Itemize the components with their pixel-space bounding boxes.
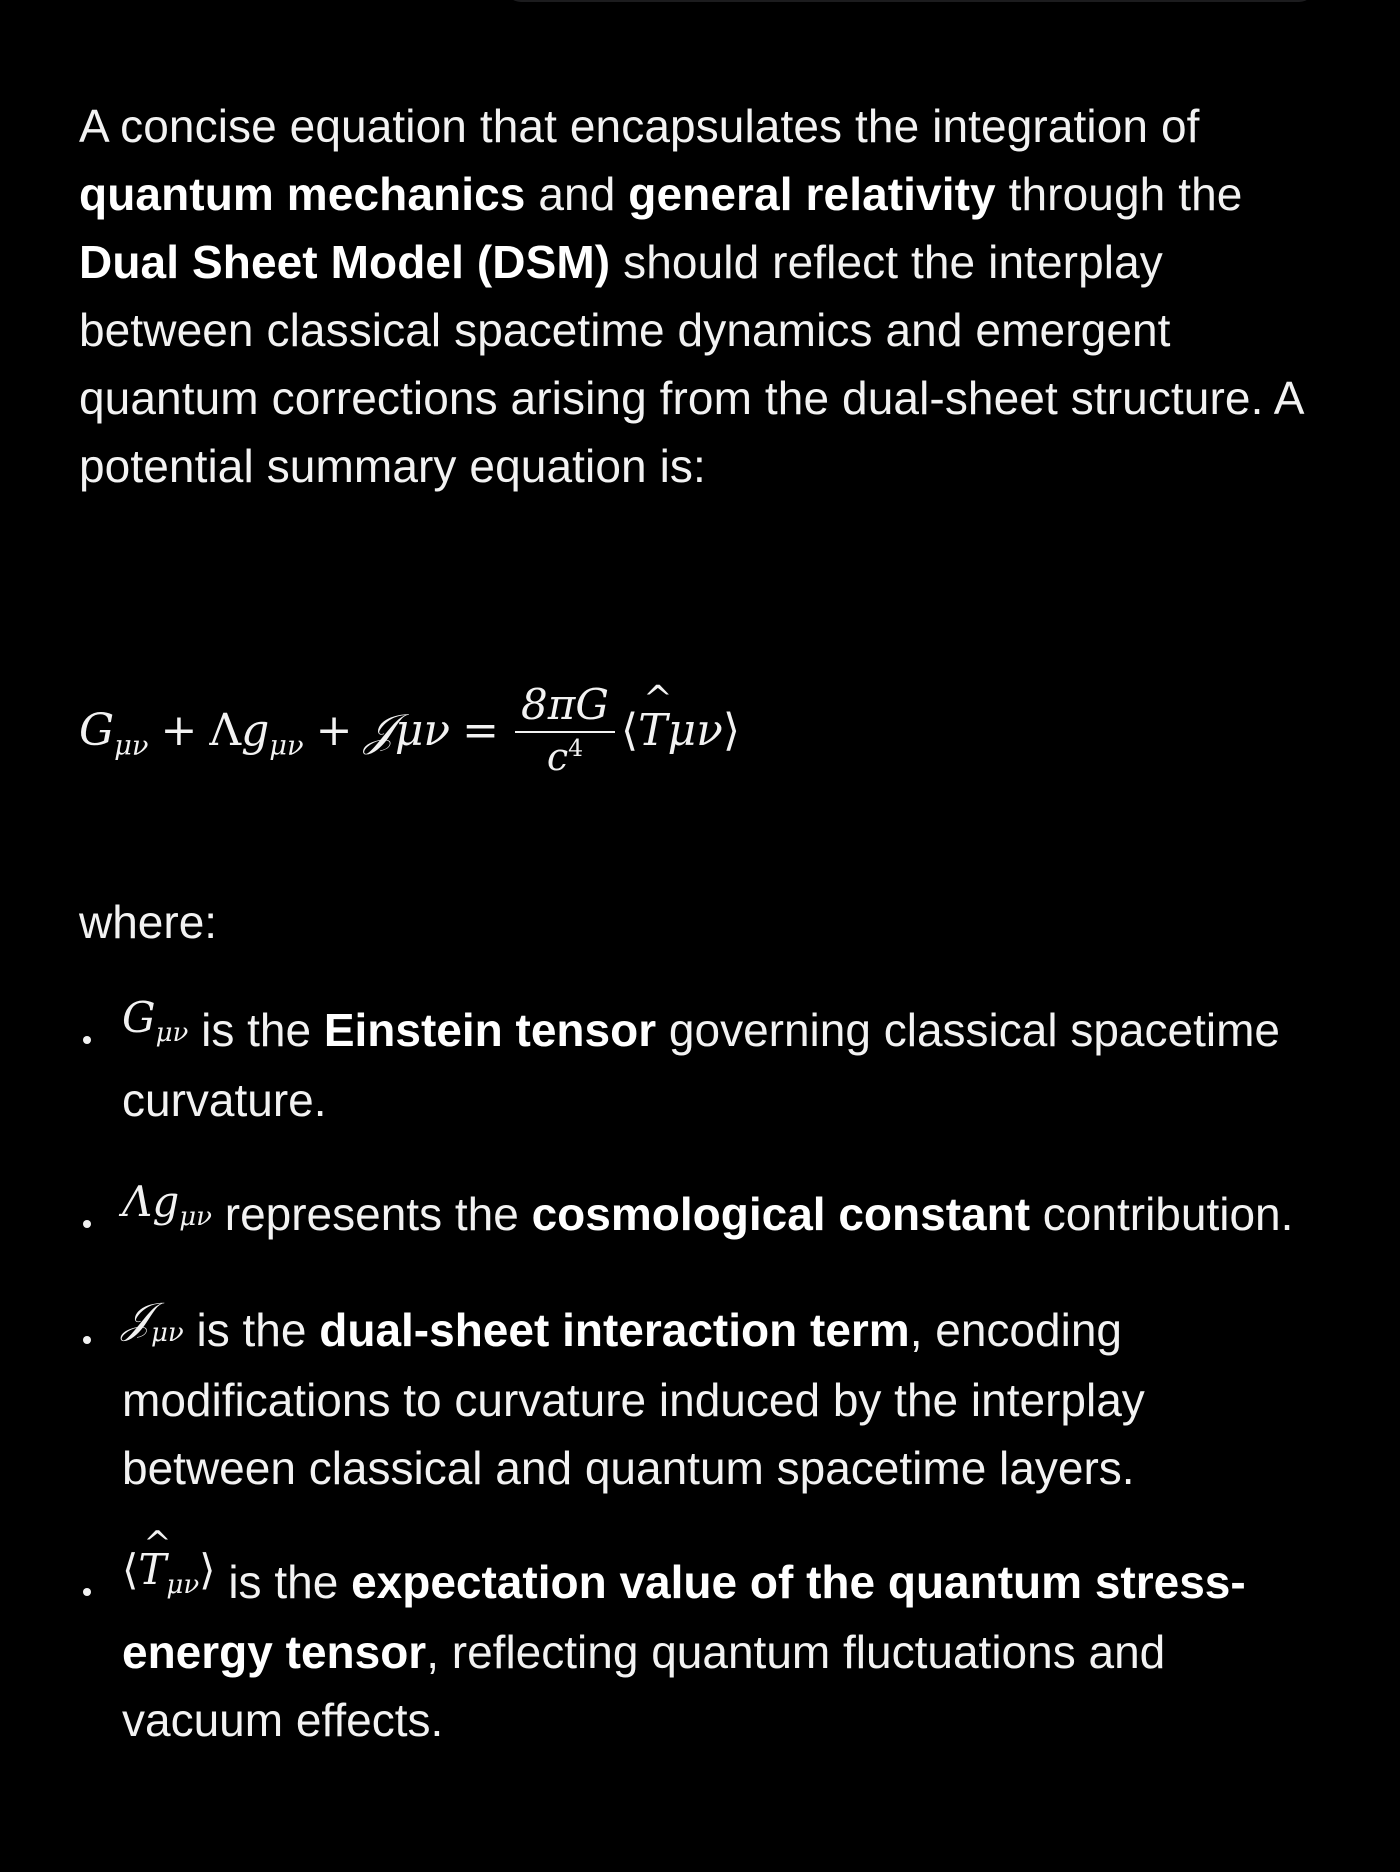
bullet-math: ⟨^ $T_{\mu\nu}⟩$ [122, 1545, 216, 1594]
definitions-list [79, 993, 1319, 1800]
intro-text-2: and [525, 168, 629, 220]
bullet-dot [83, 1588, 91, 1596]
bullet-math: $G_{\mu\nu}$ [122, 993, 189, 1049]
bold-term: dual-sheet interaction term [319, 1304, 910, 1356]
intro-bold-general-relativity: general relativity [628, 168, 996, 220]
list-item: 𝒥$_{\mu\nu}$ is the dual-sheet interaction term, encoding modifications to curvature induced by the interplay between classical and quantum spacetime layers. [79, 1296, 1319, 1502]
cosmological-term: $\Lambda g_{\mu\nu}$ [209, 704, 304, 762]
intro-text-3: through the [995, 168, 1243, 220]
summary-equation [79, 660, 740, 800]
interaction-term: 𝒥μν [364, 704, 451, 756]
list-item: $\Lambda g_{\mu\nu}$ represents the cosmological constant contribution. [79, 1180, 1319, 1250]
bullet-dot [83, 1220, 91, 1228]
list-item: $G_{\mu\nu}$ is the Einstein tensor governing classical spacetime curvature. [79, 996, 1319, 1134]
fraction-numerator: 8πG [521, 680, 609, 729]
bold-term: expectation value of the quantum stress-energy tensor [122, 1556, 1246, 1678]
plus-sign: + [315, 704, 353, 756]
bullet-math: 𝒥$_{\mu\nu}$ [122, 1293, 184, 1349]
top-bar-edge [505, 0, 1315, 2]
intro-text-4: should reflect the interplay between classical spacetime dynamics and emergent quantum corrections arising from the dual-sheet structure. A potential summary equation is: [79, 236, 1303, 492]
bold-term: Einstein tensor [323, 1004, 657, 1056]
intro-text-1: A concise equation that encapsulates the integration of [79, 100, 1200, 152]
coupling-fraction [515, 679, 615, 781]
intro-paragraph-container [79, 92, 1319, 500]
bold-term: cosmological constant [531, 1188, 1031, 1240]
equals-sign: = [462, 704, 500, 756]
intro-bold-quantum-mechanics: quantum mechanics [79, 168, 526, 220]
intro-paragraph [79, 92, 1319, 500]
bullet-dot [83, 1036, 91, 1044]
intro-bold-dsm: Dual Sheet Model (DSM) [79, 236, 611, 288]
fraction-denominator: $c^4$ [546, 733, 584, 779]
einstein-tensor-term: $G_{\mu\nu}$ [79, 704, 149, 762]
where-label: where: [79, 896, 218, 948]
list-item: ⟨^ $T_{\mu\nu}⟩$ is the expectation value of the quantum stress-energy tensor, reflecting quantum fluctuations and vacuum effects. [79, 1548, 1319, 1754]
bullet-dot [83, 1336, 91, 1344]
expectation-term: ⟨^ Tμν⟩ [621, 705, 740, 756]
plus-sign: + [160, 704, 198, 756]
bullet-math: $\Lambda g_{\mu\nu}$ [122, 1177, 212, 1233]
